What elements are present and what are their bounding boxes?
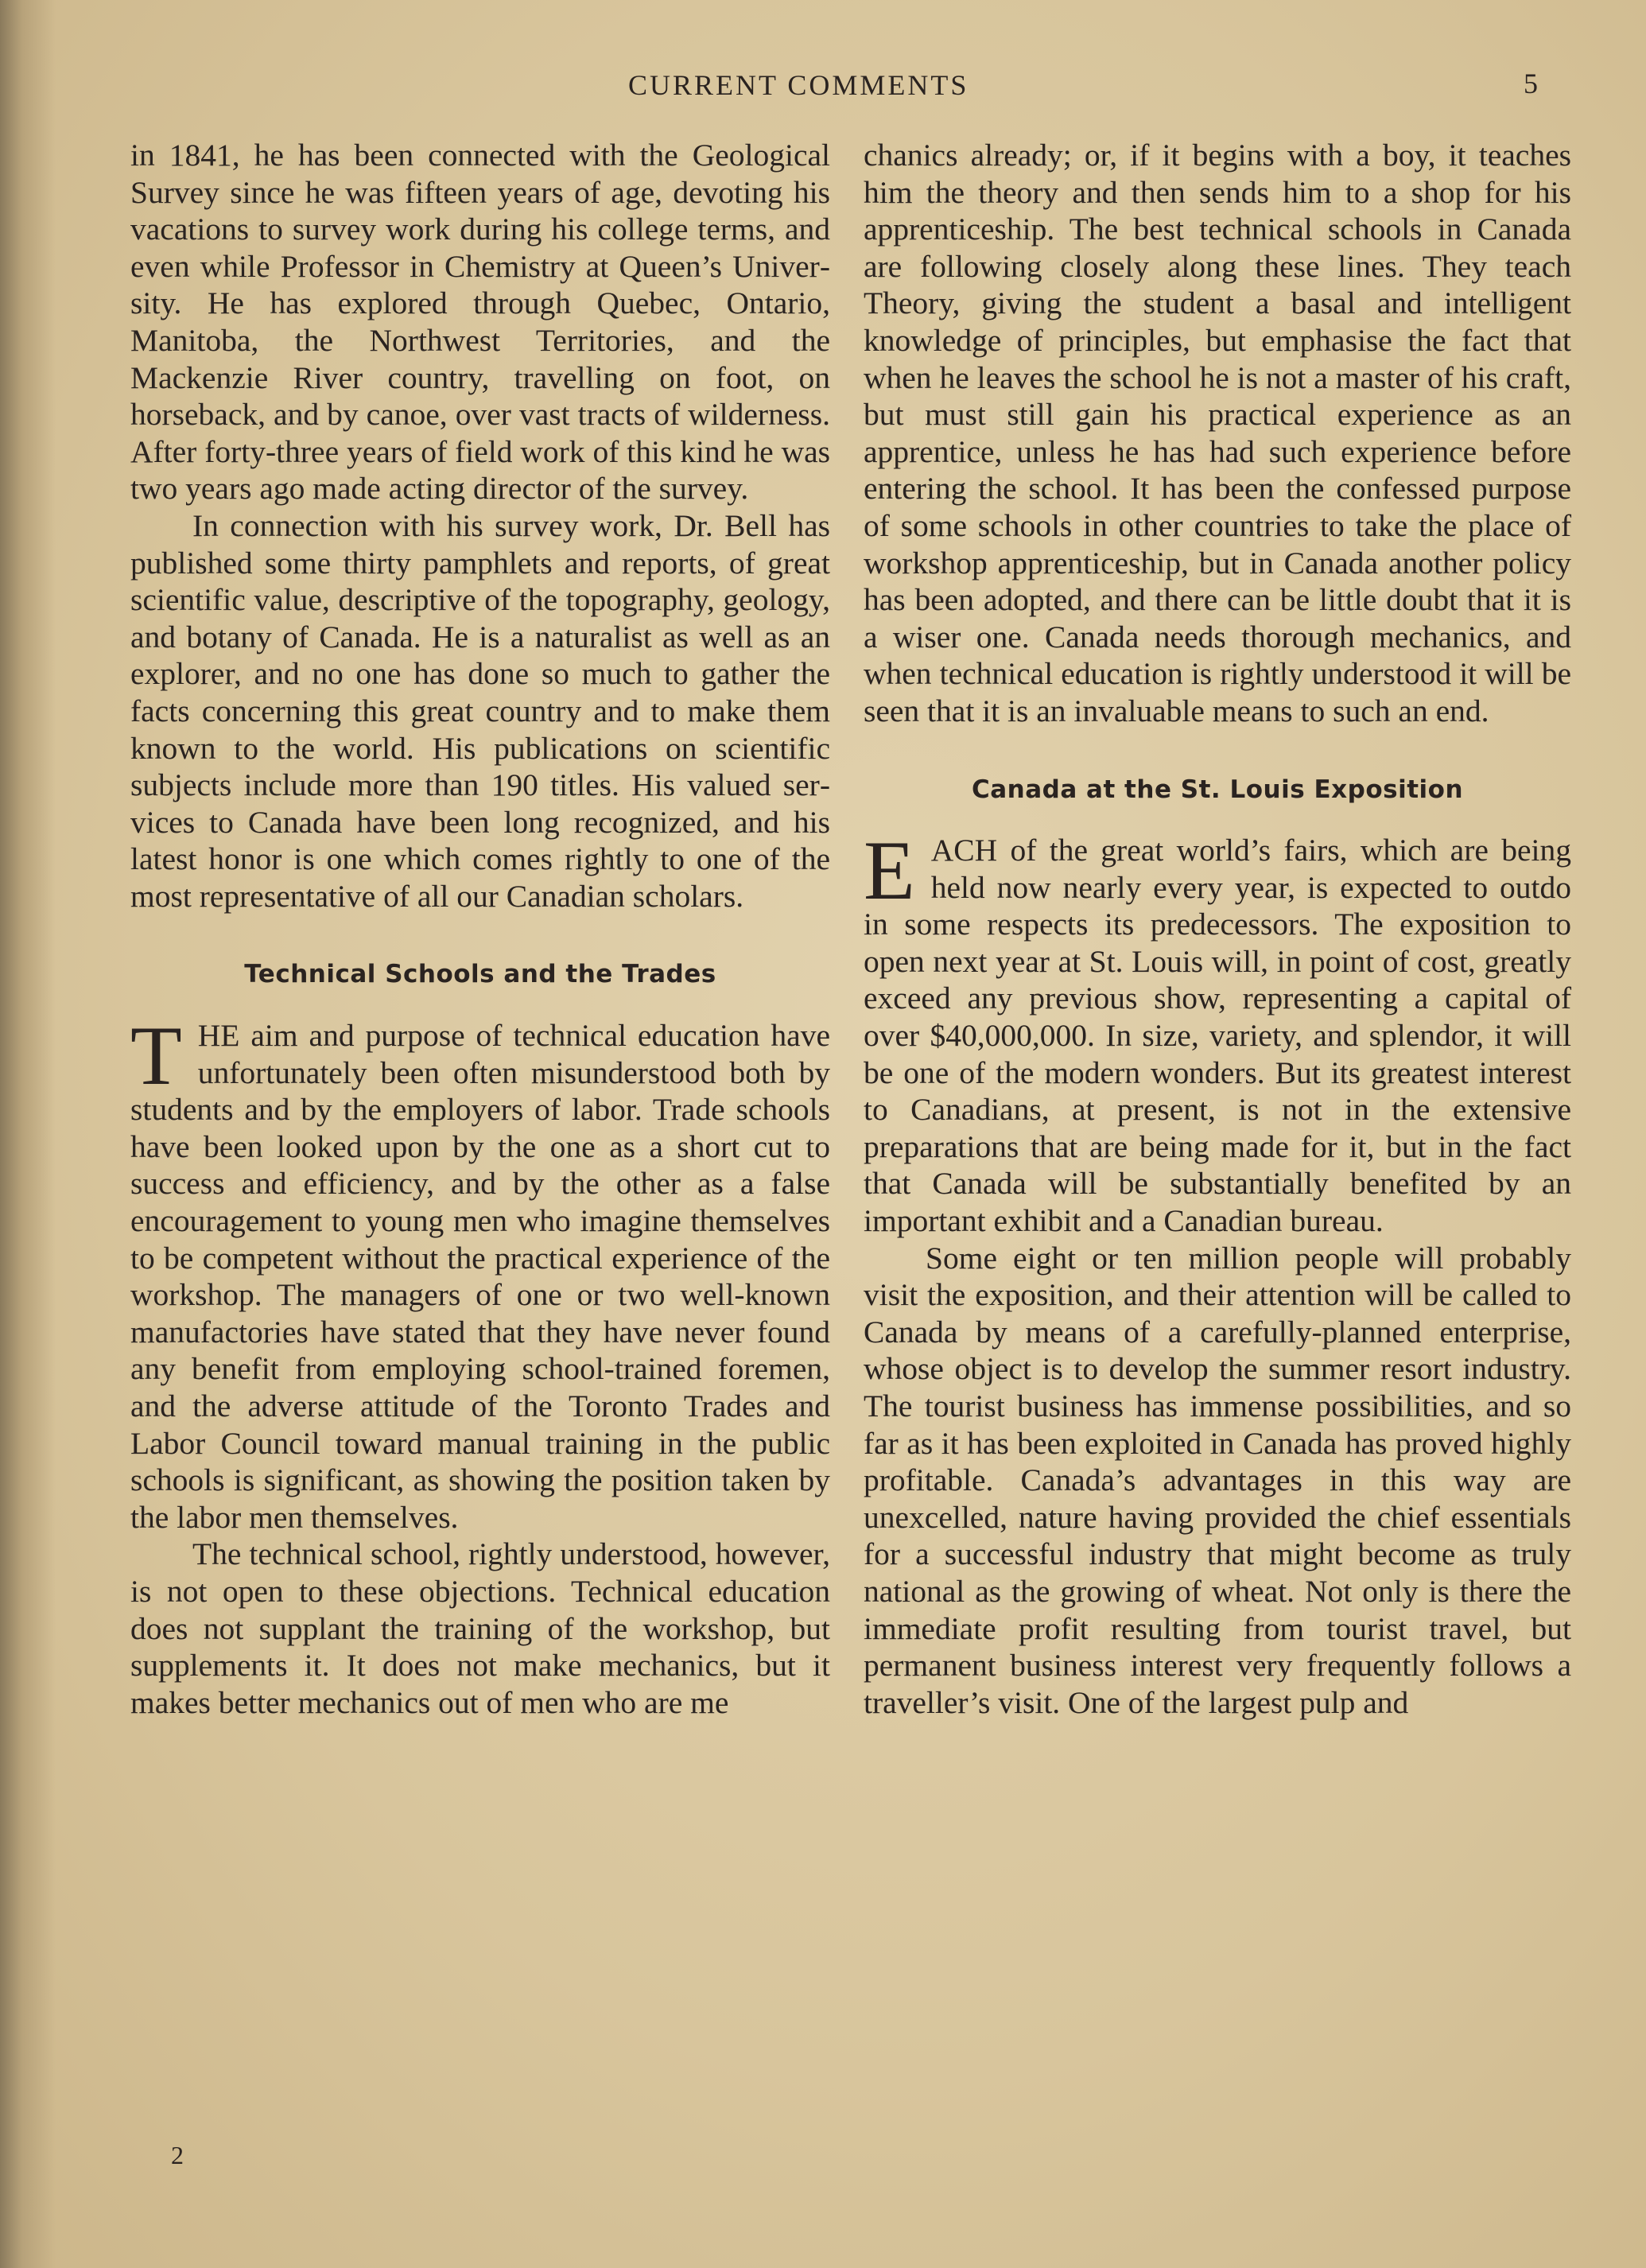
paragraph bbox=[130, 1009, 830, 1536]
drop-cap: T bbox=[130, 1009, 182, 1103]
right-column bbox=[864, 137, 1571, 1721]
paragraph-text: ACH of the great world’s fairs, which are being held now nearly every year, is expected to outdo in some respects its predecessors. The exposition to open next year at St. Louis will, in point of cost, greatly exceed any previous show, representing a capital of over $40,000,000. In size, variety, and splendor, it will be one of the modern wonders. But its greatest interest to Canadians, at present, is not in the extensive preparations that are being made for it, but in the fact that Canada will be substantially benefited by an important exhibit and a Canadian bureau. bbox=[864, 833, 1571, 1239]
drop-cap: E bbox=[864, 824, 915, 918]
paragraph: in 1841, he has been connected with the Geological Survey since he was fifteen years of age, devoting his vacations to survey work during his college terms, and even while Professor in Chemistry at Queen’s University. He has explored through Quebec, Ontario, Manitoba, the Northwest Territories, and the Mackenzie River country, travelling on foot, on horseback, and by canoe, over vast tracts of wilderness. After forty-three years of field work of this kind he was two years ago made acting director of the survey. bbox=[130, 138, 830, 507]
paragraph: In connection with his survey work, Dr. Bell has published some thirty pamphlets and reports, of great scientific value, descriptive of the topography, geology, and botany of Canada. He is a naturalist as well as an explorer, and no one has done so much to gather the facts concerning this great country and to make them known to the world. His publications on scientific subjects include more than 190 titles. His valued services to Canada have been long recognized, and his latest honor is one which comes rightly to one of the most representative of all our Canadian scholars. bbox=[130, 507, 830, 914]
running-title: CURRENT COMMENTS bbox=[628, 69, 969, 101]
signature-mark: 2 bbox=[171, 2141, 184, 2169]
section-heading: Technical Schools and the Trades bbox=[244, 960, 716, 989]
page-number: 5 bbox=[1524, 68, 1538, 99]
section-heading: Canada at the St. Louis Exposition bbox=[971, 775, 1464, 804]
left-column bbox=[130, 137, 830, 1721]
paragraph: chanics already; or, if it begins with a boy, it teaches him the theory and then sends him to a shop for his apprenticeship. The best technical schools in Canada are following closely along these lines. They teach Theory, giving the student a basal and intelligent knowledge of principles, but emphasise the fact that when he leaves the school he is not a master of his craft, but must still gain his practical experience as an apprentice, unless he has had such experience before entering the school. It has been the confessed purpose of some schools in other countries to take the place of workshop apprenticeship, but in Canada another policy has been adopted, and there can be little doubt that it is a wiser one. Canada needs thorough mechanics, and when technical education is rightly understood it will be seen that it is an invaluable means to such an end. bbox=[864, 138, 1571, 728]
paragraph-text: HE aim and purpose of technical education have unfortunately been often misunderstood both by students and by the employers of labor. Trade schools have been looked upon by the one as a short cut to success and efficiency, and by the other as a false encouragement to young men who imagine themselves to be competent without the practical experience of the workshop. The managers of one or two well-known manufactories have stated that they have never found any benefit from employing school-trained foremen, and the adverse attitude of the Toronto Trades and Labor Council toward manual training in the public schools is significant, as showing the position taken by the labor men themselves. bbox=[130, 1018, 830, 1535]
paragraph: The technical school, rightly understood, however, is not open to these objections. Technical education does not supplant the training of the workshop, but supplements it. It does not make mechanics, but it makes better mechanics out of men who are me bbox=[130, 1536, 830, 1720]
running-head bbox=[0, 64, 1646, 111]
binding-shadow bbox=[0, 0, 56, 2268]
paragraph: Some eight or ten million people will probably visit the exposition, and their attention will be called to Canada by means of a carefully-planned enterprise, whose object is to develop the summer resort industry. The tourist business has immense possibilities, and so far as it has been exploited in Canada has proved highly profitable. Canada’s advantages in this way are unexcelled, nature having provided the chief essentials for a successful industry that might become as truly national as the growing of wheat. Not only is there the immediate profit resulting from tourist travel, but permanent business interest very frequently follows a traveller’s visit. One of the largest pulp and bbox=[864, 1240, 1571, 1720]
paragraph bbox=[864, 824, 1571, 1240]
